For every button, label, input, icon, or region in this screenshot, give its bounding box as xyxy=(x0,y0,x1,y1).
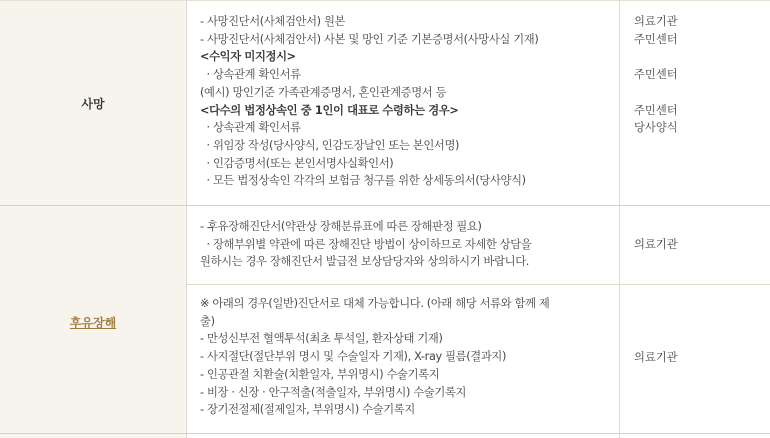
list-item: - 후유장해진단서(약관상 장해분류표에 따른 장해판정 필요) xyxy=(200,220,482,233)
issuer: 의료기관 xyxy=(634,15,678,28)
issuer: 주민센터 xyxy=(634,68,678,82)
list-item: 원하시는 경우 장해진단서 발급전 보상담당자와 상의하시기 바랍니다. xyxy=(200,255,530,269)
sub-row-divider xyxy=(186,284,770,285)
column-divider xyxy=(619,0,620,205)
list-item: · 상속관계 확인서류 xyxy=(200,68,301,82)
issuer: 주민센터 xyxy=(634,32,678,46)
category-death: 사망 xyxy=(0,1,186,205)
list-item: - 인공관절 치환술(치환일자, 부위명시) 수술기록지 xyxy=(200,367,440,381)
disability-documents-list-2 xyxy=(200,295,610,419)
category-disability-link[interactable]: 후유장해 xyxy=(0,206,186,438)
list-item: · 인감증명서(또는 본인서명사실확인서) xyxy=(200,156,394,170)
issuer: 당사양식 xyxy=(634,121,678,135)
death-documents-list xyxy=(200,13,610,190)
issuer-spacer xyxy=(634,48,678,66)
column-divider xyxy=(619,206,620,438)
list-heading: <수익자 미지정시> xyxy=(200,50,296,64)
issuer: 의료기관 xyxy=(634,238,678,251)
disability-issuer-1 xyxy=(634,236,678,254)
list-item: · 위임장 작성(당사양식, 인감도장날인 또는 본인서명) xyxy=(200,138,460,152)
list-item: - 사망진단서(사체검안서) 원본 xyxy=(200,15,346,28)
list-item: - 비장 · 신장 · 안구적출(적출일자, 부위명시) 수술기록지 xyxy=(200,385,467,399)
list-note: ※ 아래의 경우(일반)진단서로 대체 가능합니다. (아래 해당 서류와 함께 제 xyxy=(200,297,550,310)
list-heading: <다수의 법정상속인 중 1인이 대표로 수령하는 경우> xyxy=(200,103,459,117)
list-item: · 상속관계 확인서류 xyxy=(200,121,301,135)
death-issuers-list xyxy=(634,13,678,137)
column-divider xyxy=(186,0,187,205)
list-item: - 사망진단서(사체검안서) 사본 및 망인 기준 기본증명서(사망사실 기재) xyxy=(200,32,539,46)
list-note: 출) xyxy=(200,314,215,328)
list-item: · 장해부위별 약관에 따른 장해진단 방법이 상이하므로 자세한 상담을 xyxy=(200,237,532,251)
issuer: 주민센터 xyxy=(634,103,678,117)
list-item: · 모든 법정상속인 각각의 보험금 청구를 위한 상세동의서(당사양식) xyxy=(200,174,526,188)
list-item: (예시) 망인기준 가족관계증명서, 혼인관계증명서 등 xyxy=(200,85,447,99)
issuer: 의료기관 xyxy=(634,351,678,364)
row-divider xyxy=(0,433,770,434)
disability-documents-list-1 xyxy=(200,218,610,271)
issuer-spacer xyxy=(634,84,678,102)
column-divider xyxy=(186,206,187,438)
list-item: - 장기전절제(절제일자, 부위명시) 수술기록지 xyxy=(200,403,415,417)
list-item: - 사지절단(절단부위 명시 및 수술일자 기재), X-ray 필름(결과지) xyxy=(200,350,507,364)
disability-issuer-2 xyxy=(634,349,678,367)
list-item: - 만성신부전 혈액투석(최초 투석일, 환자상태 기재) xyxy=(200,332,443,346)
